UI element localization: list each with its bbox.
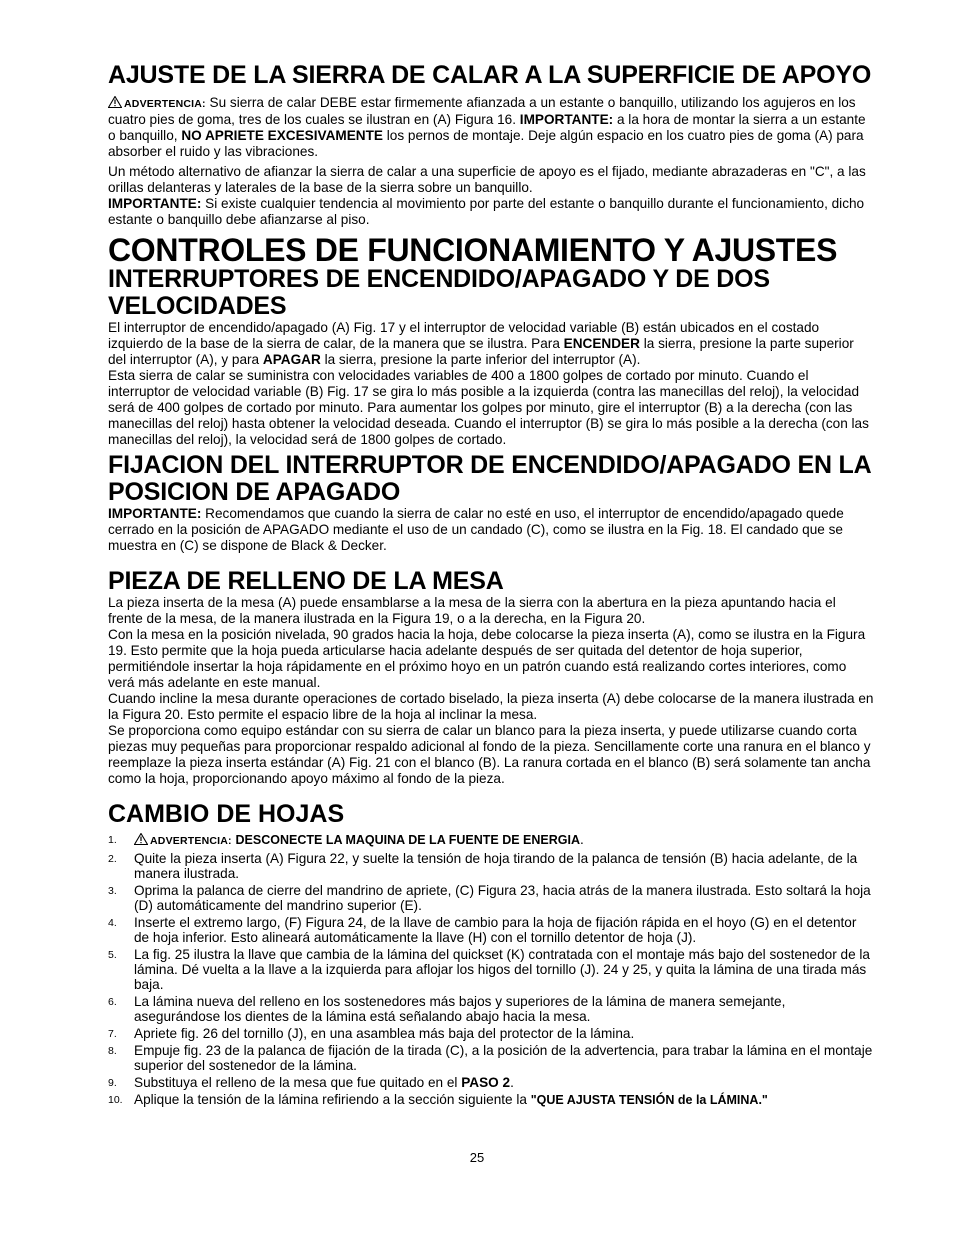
step-1: 1. ADVERTENCIA: DESCONECTE LA MAQUINA DE LA FUENTE DE ENERGIA. xyxy=(108,832,584,847)
section-title-pieza-relleno: PIEZA DE RELLENO DE LA MESA xyxy=(108,567,504,595)
paragraph-velocidades: Esta sierra de calar se suministra con velocidades variables de 400 a 1800 golpes de cortado por minuto. Cuando el interruptor de velocidad variable (B) Fig. 17 se gira lo más posible a la izquierda (contra las manecillas del reloj), la velocidad será de 400 golpes de cortado por minuto. Para aumentar los golpes por minuto, gire el interruptor (B) a la derecha (con las manecillas del reloj) hasta obtener la velocidad deseada. Cuando el interruptor (B) se gira lo más posible a la derecha (con las manecillas del reloj), la velocidad será de 1800 golpes de cortado. xyxy=(108,368,869,447)
step-9: 9. Substituya el relleno de la mesa que fue quitado en el PASO 2. xyxy=(108,1075,514,1090)
paragraph-pieza-4: Se proporciona como equipo estándar con su sierra de calar un blanco para la pieza inserta, y puede utilizarse cuando corta piezas muy pequeñas para proporcionar respaldo adicional al fondo de la pieza. Sencillamente corte una ranura en el blanco y reemplaze la pieza inserta estándar (A) Fig. 21 con el blanco (B). La ranura cortada en el blanco (B) será solamente tan ancha como la hoja, proporcionando apoyo máximo al fondo de la pieza. xyxy=(108,723,871,786)
paragraph-metodo-alternativo: Un método alternativo de afianzar la sierra de calar a una superficie de apoyo es el fijado, mediante abrazaderas en "C", a las orillas delanteras y laterales de la base de la sierra sobre un banquillo. xyxy=(108,164,866,195)
step-3: 3. Oprima la palanca de cierre del mandrino de apriete, (C) Figura 23, hacia atrás de la manera ilustrada. Esto soltará la hoja (D) automáticamente del mandrino superior (E). xyxy=(108,883,871,913)
subsection-title-interruptores: INTERRUPTORES DE ENCENDIDO/APAGADO Y DE DOS VELOCIDADES xyxy=(108,265,770,320)
step-2: 2. Quite la pieza inserta (A) Figura 22, y suelte la tensión de hoja tirando de la palanca de tensión (B) hacia adelante, de la manera ilustrada. xyxy=(108,851,858,881)
steps-list xyxy=(108,832,874,1108)
step-4: 4. Inserte el extremo largo, (F) Figura 24, de la llave de cambio para la hoja de fijación rápida en el hoyo (G) en el detentor de hoja inferior. Esto alineará automáticamente la llave (H) con el tornillo detentor de hoja (J). xyxy=(108,915,857,945)
warning-icon xyxy=(108,96,122,108)
paragraph-pieza-2: Con la mesa en la posición nivelada, 90 grados hacia la hoja, debe colocarse la pieza inserta (A), como se ilustra en la Figura 19. Esto permite que la hoja pueda articularse hacia adelante después de ser quitada del detentor de hoja superior, permitiéndole insertar la hoja rápidamente en el próximo hoyo en un patrón cuando está realizando cortes interiores, como verá más adelante en este manual. xyxy=(108,627,866,690)
section-title-ajuste: AJUSTE DE LA SIERRA DE CALAR A LA SUPERFICIE DE APOYO xyxy=(108,61,872,89)
step-10: 10. Aplique la tensión de la lámina refiriendo a la sección siguiente la "QUE AJUSTA TENSIÓN de la LÁMINA." xyxy=(108,1092,768,1107)
step-5: 5. La fig. 25 ilustra la llave que cambia de la lámina del quickset (K) contratada con el montaje más bajo del sostenedor de la lámina. Dé vuelta a la llave a la izquierda para aflojar los higos del tornillo (J). 24 y 25, y quita la lámina de una tirada más baja. xyxy=(108,947,870,992)
step-8: 8. Empuje fig. 23 de la palanca de fijación de la tirada (C), a la posición de la advertencia, para trabar la lámina en el montaje superior del sostenedor de la lámina. xyxy=(108,1043,873,1073)
page-content xyxy=(108,62,874,1110)
step-6: 6. La lámina nueva del relleno en los sostenedores más bajos y superiores de la lámina de manera semejante, asegurándose los dientes de la lámina está señalando abajo hacia la mesa. xyxy=(108,994,786,1024)
warning-icon xyxy=(134,833,148,845)
section-title-cambio-hojas: CAMBIO DE HOJAS xyxy=(108,800,345,828)
section-title-fijacion: FIJACION DEL INTERRUPTOR DE ENCENDIDO/APAGADO EN LA POSICION DE APAGADO xyxy=(108,451,871,506)
paragraph-importante-piso: IMPORTANTE: Si existe cualquier tendencia al movimiento por parte del estante o banquillo durante el funcionamiento, dicho estante o banquillo debe afianzarse al piso. xyxy=(108,196,865,227)
page-number: 25 xyxy=(469,1150,485,1165)
paragraph-advertencia: ADVERTENCIA: Su sierra de calar DEBE estar firmemente afianzada a un estante o banquillo, utilizando los agujeros en los cuatro pies de goma, tres de los cuales se ilustran en (A) Figura 16. IMPORTANTE: a la hora de montar la sierra a un estante o banquillo, NO APRIETE EXCESIVAMENTE los pernos de montaje. Deje algún espacio en los cuatro pies de goma (A) para absorber el ruido y las vibraciones. xyxy=(108,95,866,159)
paragraph-pieza-3: Cuando incline la mesa durante operaciones de cortado biselado, la pieza inserta (A) debe colocarse de la manera ilustrada en la Figura 20. Esto permite el espacio libre de la hoja al inclinar la mesa. xyxy=(108,691,874,722)
section-title-controles: CONTROLES DE FUNCIONAMIENTO Y AJUSTES xyxy=(108,232,838,268)
paragraph-interruptor: El interruptor de encendido/apagado (A) Fig. 17 y el interruptor de velocidad variable (B) están ubicados en el costado izquierdo de la base de la sierra de calar, de la manera que se ilustra. Para ENCENDER la sierra, presione la parte superior del interruptor (A), y para APAGAR la sierra, presione la parte inferior del interruptor (A). xyxy=(108,320,854,367)
step-7: 7. Apriete fig. 26 del tornillo (J), en una asamblea más baja del protector de la lámina. xyxy=(108,1026,635,1041)
paragraph-pieza-1: La pieza inserta de la mesa (A) puede ensamblarse a la mesa de la sierra con la abertura en la pieza apuntando hacia el frente de la mesa, de la manera ilustrada en la Figura 19, o a la derecha, en la Figura 20. xyxy=(108,595,836,626)
paragraph-candado: IMPORTANTE: Recomendamos que cuando la sierra de calar no esté en uso, el interruptor de encendido/apagado quede cerrado en la posición de APAGADO mediante el uso de un candado (C), como se ilustra en la Fig. 18. El candado que se muestra en (C) se dispone de Black & Decker. xyxy=(108,506,844,553)
